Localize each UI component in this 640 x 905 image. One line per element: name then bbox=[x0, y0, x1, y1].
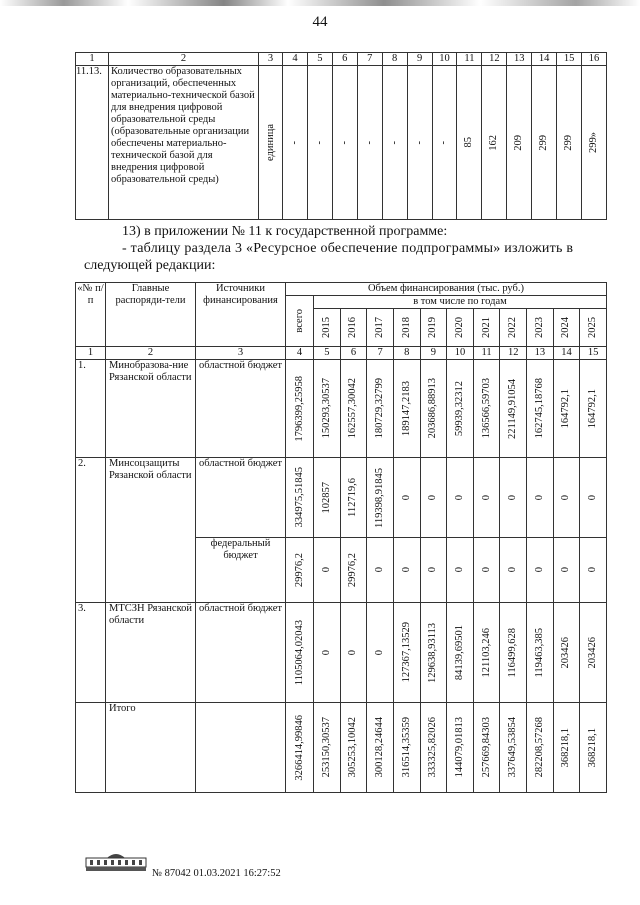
year-header: 2024 bbox=[560, 317, 572, 338]
funding-value-cell bbox=[447, 360, 474, 458]
indicator-value-cell bbox=[357, 66, 382, 220]
funding-value-cell bbox=[553, 458, 580, 538]
indicator-value: 85 bbox=[463, 137, 475, 148]
year-header: 2016 bbox=[347, 317, 359, 338]
funding-value: 0 bbox=[347, 649, 359, 656]
funding-value: 1105064,02043 bbox=[293, 619, 305, 686]
indicator-value: - bbox=[363, 140, 375, 145]
table-row bbox=[76, 360, 607, 458]
funding-source: федеральный бюджет bbox=[196, 538, 286, 603]
funding-value: 334975,51845 bbox=[293, 467, 305, 528]
col-num-header: «№ п/п bbox=[76, 283, 106, 347]
indicator-value: - bbox=[438, 140, 450, 145]
funding-value-cell bbox=[340, 603, 367, 703]
registration-stamp: № 87042 01.03.2021 16:27:52 bbox=[152, 868, 281, 879]
funding-value: 0 bbox=[587, 494, 599, 501]
column-number: 9 bbox=[420, 347, 447, 360]
year-header-cell bbox=[447, 309, 474, 347]
year-header-cell bbox=[527, 309, 554, 347]
column-number: 14 bbox=[553, 347, 580, 360]
column-number: 8 bbox=[382, 53, 407, 66]
funding-value-cell bbox=[286, 458, 314, 538]
funding-value: 316514,35359 bbox=[400, 717, 412, 778]
row-number: 1. bbox=[76, 360, 106, 458]
funding-value: 0 bbox=[533, 494, 545, 501]
paragraph-table-intro: - таблицу раздела 3 «Ресурсное обеспечение подпрограммы» изложить в bbox=[122, 241, 574, 256]
funding-value-cell bbox=[393, 538, 420, 603]
funding-value: 164792,1 bbox=[587, 388, 599, 429]
column-number: 6 bbox=[332, 53, 357, 66]
indicator-value: 299 bbox=[538, 134, 550, 151]
funding-value: 59939,32312 bbox=[453, 380, 465, 437]
funding-value-cell bbox=[393, 703, 420, 793]
funding-value: 300128,24644 bbox=[374, 717, 386, 778]
column-number-row bbox=[76, 347, 607, 360]
funding-value-cell bbox=[367, 458, 394, 538]
column-number: 10 bbox=[447, 347, 474, 360]
column-number: 7 bbox=[357, 53, 382, 66]
column-number: 13 bbox=[527, 347, 554, 360]
funding-value-cell bbox=[286, 538, 314, 603]
indicator-value: - bbox=[388, 140, 400, 145]
indicator-value-cell bbox=[482, 66, 507, 220]
indicator-value: - bbox=[288, 140, 300, 145]
indicator-value-cell bbox=[582, 66, 607, 220]
column-number: 1 bbox=[76, 53, 109, 66]
funding-value-cell bbox=[314, 703, 341, 793]
funding-value: 333325,82026 bbox=[427, 717, 439, 778]
funding-value: 164792,1 bbox=[560, 388, 572, 429]
funding-value-cell bbox=[420, 703, 447, 793]
column-number: 13 bbox=[507, 53, 532, 66]
indicator-value-cell bbox=[507, 66, 532, 220]
funding-value: 253150,30537 bbox=[320, 717, 332, 778]
funding-value: 129638,93113 bbox=[427, 622, 439, 683]
indicator-value: 299 bbox=[563, 134, 575, 151]
column-number: 11 bbox=[457, 53, 482, 66]
funding-value: 116499,628 bbox=[507, 627, 519, 678]
column-number: 6 bbox=[340, 347, 367, 360]
funding-value: 0 bbox=[320, 567, 332, 573]
funding-source: областной бюджет bbox=[196, 603, 286, 703]
funding-value: 203686,88913 bbox=[427, 378, 439, 439]
funding-value: 0 bbox=[480, 494, 492, 501]
page-number: 44 bbox=[312, 14, 328, 30]
funding-value-cell bbox=[367, 703, 394, 793]
funding-value-cell bbox=[527, 603, 554, 703]
year-header-cell bbox=[393, 309, 420, 347]
indicator-value-cell bbox=[283, 66, 308, 220]
funding-value: 150293,30537 bbox=[320, 378, 332, 439]
funding-value-cell bbox=[473, 703, 500, 793]
funding-value: 29976,2 bbox=[293, 552, 305, 588]
funding-value-cell bbox=[580, 458, 607, 538]
funding-value: 144079,01813 bbox=[453, 717, 465, 778]
column-number: 10 bbox=[432, 53, 457, 66]
year-header-cell bbox=[340, 309, 367, 347]
funding-value: 119463,385 bbox=[533, 627, 545, 678]
funding-value-cell bbox=[527, 360, 554, 458]
funding-value-cell bbox=[447, 703, 474, 793]
column-number: 5 bbox=[314, 347, 341, 360]
column-number: 4 bbox=[283, 53, 308, 66]
column-number: 14 bbox=[532, 53, 557, 66]
table-row bbox=[76, 603, 607, 703]
funding-value-cell bbox=[500, 703, 527, 793]
funding-value: 127367,13529 bbox=[400, 622, 412, 683]
header-row bbox=[76, 53, 607, 66]
year-header: 2022 bbox=[507, 317, 519, 338]
total-header-cell bbox=[286, 296, 314, 347]
year-header: 2020 bbox=[453, 317, 465, 338]
year-header-cell bbox=[314, 309, 341, 347]
funding-value-cell bbox=[500, 360, 527, 458]
year-header-cell bbox=[553, 309, 580, 347]
paragraph-13: 13) в приложении № 11 к государственной программе: bbox=[122, 224, 448, 239]
indicator-value-cell bbox=[307, 66, 332, 220]
year-header-cell bbox=[473, 309, 500, 347]
funding-value-cell bbox=[314, 458, 341, 538]
funding-value-cell bbox=[393, 603, 420, 703]
funding-value-cell bbox=[500, 458, 527, 538]
column-number: 7 bbox=[367, 347, 394, 360]
by-years-header: в том числе по годам bbox=[314, 296, 607, 309]
indicator-table bbox=[75, 52, 607, 220]
manager: МТСЗН Рязанской области bbox=[106, 603, 196, 703]
indicator-name: Количество образовательных организаций, обеспеченных материально-технической базой для внедрения цифровой образовательной среды (образовательные организации обеспечены материально-технической базой для внедрения цифровой образовательной среды) bbox=[109, 66, 259, 220]
volume-header: Объем финансирования (тыс. руб.) bbox=[286, 283, 607, 296]
funding-value-cell bbox=[420, 603, 447, 703]
funding-value-cell bbox=[473, 360, 500, 458]
funding-value-cell bbox=[553, 360, 580, 458]
funding-value: 189147,2183 bbox=[400, 380, 412, 437]
indicator-value: - bbox=[413, 140, 425, 145]
funding-value: 0 bbox=[560, 567, 572, 573]
indicator-value-cell bbox=[457, 66, 482, 220]
funding-value-cell bbox=[553, 603, 580, 703]
year-header-cell bbox=[420, 309, 447, 347]
funding-value: 0 bbox=[374, 649, 386, 656]
funding-value: 84139,69501 bbox=[453, 624, 465, 681]
funding-value: 0 bbox=[587, 567, 599, 573]
funding-value: 136566,59703 bbox=[480, 378, 492, 439]
indicator-value-cell bbox=[407, 66, 432, 220]
funding-value: 112719,6 bbox=[347, 478, 359, 517]
row-number: 2. bbox=[76, 458, 106, 603]
registry-stamp-logo bbox=[85, 850, 147, 872]
indicator-value: 299» bbox=[588, 132, 600, 153]
column-number: 5 bbox=[307, 53, 332, 66]
scan-edge bbox=[0, 0, 640, 6]
funding-value-cell bbox=[500, 538, 527, 603]
unit: единица bbox=[264, 123, 276, 161]
funding-source bbox=[196, 703, 286, 793]
year-header-cell bbox=[500, 309, 527, 347]
year-header: 2019 bbox=[427, 317, 439, 338]
column-number: 1 bbox=[76, 347, 106, 360]
indicator-value-cell bbox=[557, 66, 582, 220]
funding-value: 1796399,25958 bbox=[293, 375, 305, 442]
funding-value: 221149,91054 bbox=[507, 378, 519, 439]
year-header-cell bbox=[367, 309, 394, 347]
indicator-value: - bbox=[338, 140, 350, 145]
funding-value: 162745,18768 bbox=[533, 378, 545, 439]
funding-value: 368218,1 bbox=[560, 727, 572, 768]
funding-value-cell bbox=[473, 603, 500, 703]
indicator-value-cell bbox=[432, 66, 457, 220]
funding-value-cell bbox=[340, 703, 367, 793]
manager: Минобразова-ние Рязанской области bbox=[106, 360, 196, 458]
indicator-value: - bbox=[313, 140, 325, 145]
paragraph-edition: следующей редакции: bbox=[84, 258, 216, 273]
table-row bbox=[76, 458, 607, 538]
column-number: 15 bbox=[557, 53, 582, 66]
funding-value-cell bbox=[473, 458, 500, 538]
funding-value: 305253,10042 bbox=[347, 717, 359, 778]
funding-value-cell bbox=[286, 603, 314, 703]
year-header: 2018 bbox=[400, 317, 412, 338]
funding-value: 368218,1 bbox=[587, 727, 599, 768]
row-number: 3. bbox=[76, 603, 106, 703]
funding-value: 0 bbox=[507, 494, 519, 501]
funding-value-cell bbox=[553, 538, 580, 603]
year-header: 2021 bbox=[480, 317, 492, 338]
funding-value: 282208,57268 bbox=[533, 717, 545, 778]
funding-value-cell bbox=[420, 538, 447, 603]
column-number: 8 bbox=[393, 347, 420, 360]
funding-value: 0 bbox=[507, 567, 519, 573]
funding-value-cell bbox=[340, 538, 367, 603]
row-number: 11.13. bbox=[76, 66, 109, 220]
funding-value-cell bbox=[473, 538, 500, 603]
column-number: 4 bbox=[286, 347, 314, 360]
funding-value: 0 bbox=[427, 567, 439, 573]
funding-value: 337649,53854 bbox=[507, 717, 519, 778]
funding-value-cell bbox=[580, 538, 607, 603]
year-header: 2025 bbox=[587, 317, 599, 338]
funding-value: 0 bbox=[533, 567, 545, 573]
column-number: 12 bbox=[482, 53, 507, 66]
funding-value: 119398,91845 bbox=[374, 467, 386, 528]
table-row bbox=[76, 66, 607, 220]
funding-value-cell bbox=[580, 603, 607, 703]
funding-value-cell bbox=[393, 360, 420, 458]
manager: Минсоцзащиты Рязанской области bbox=[106, 458, 196, 603]
funding-source: областной бюджет bbox=[196, 360, 286, 458]
funding-value-cell bbox=[367, 603, 394, 703]
total-header: всего bbox=[293, 309, 305, 333]
column-number: 11 bbox=[473, 347, 500, 360]
column-number: 3 bbox=[196, 347, 286, 360]
year-header: 2015 bbox=[320, 317, 332, 338]
column-number: 2 bbox=[109, 53, 259, 66]
funding-value: 0 bbox=[400, 567, 412, 573]
row-number bbox=[76, 703, 106, 793]
funding-value-cell bbox=[527, 538, 554, 603]
funding-value: 162557,30042 bbox=[347, 378, 359, 439]
indicator-value-cell bbox=[382, 66, 407, 220]
column-number: 2 bbox=[106, 347, 196, 360]
funding-value: 0 bbox=[400, 494, 412, 501]
funding-value-cell bbox=[314, 538, 341, 603]
column-number: 3 bbox=[259, 53, 283, 66]
funding-value-cell bbox=[447, 458, 474, 538]
funding-value: 121103,246 bbox=[480, 627, 492, 678]
funding-value-cell bbox=[527, 458, 554, 538]
funding-value-cell bbox=[553, 703, 580, 793]
col-sources-header: Источники финансирования bbox=[196, 283, 286, 347]
funding-value: 0 bbox=[374, 567, 386, 573]
unit-cell bbox=[259, 66, 283, 220]
funding-value: 203426 bbox=[560, 636, 572, 669]
funding-value-cell bbox=[340, 360, 367, 458]
table-row bbox=[76, 703, 607, 793]
column-number: 15 bbox=[580, 347, 607, 360]
funding-value-cell bbox=[420, 458, 447, 538]
funding-value: 257669,84303 bbox=[480, 717, 492, 778]
funding-value-cell bbox=[527, 703, 554, 793]
funding-value-cell bbox=[447, 538, 474, 603]
manager: Итого bbox=[106, 703, 196, 793]
column-number: 16 bbox=[582, 53, 607, 66]
funding-value-cell bbox=[420, 360, 447, 458]
funding-value: 29976,2 bbox=[347, 552, 359, 588]
column-number: 9 bbox=[407, 53, 432, 66]
indicator-value-cell bbox=[332, 66, 357, 220]
funding-value: 203426 bbox=[587, 636, 599, 669]
funding-value: 102857 bbox=[320, 481, 332, 514]
funding-value: 0 bbox=[453, 567, 465, 573]
funding-value-cell bbox=[286, 703, 314, 793]
indicator-value-cell bbox=[532, 66, 557, 220]
year-header-cell bbox=[580, 309, 607, 347]
col-managers-header: Главные распоряди-тели bbox=[106, 283, 196, 347]
funding-table bbox=[75, 282, 607, 793]
year-header: 2023 bbox=[533, 317, 545, 338]
funding-value: 180729,32799 bbox=[374, 378, 386, 439]
funding-value-cell bbox=[580, 360, 607, 458]
indicator-value: 162 bbox=[488, 134, 500, 151]
funding-value-cell bbox=[580, 703, 607, 793]
funding-value: 0 bbox=[560, 494, 572, 501]
column-number: 12 bbox=[500, 347, 527, 360]
funding-source: областной бюджет bbox=[196, 458, 286, 538]
funding-value: 0 bbox=[453, 494, 465, 501]
funding-value-cell bbox=[314, 603, 341, 703]
funding-value-cell bbox=[314, 360, 341, 458]
funding-value-cell bbox=[500, 603, 527, 703]
funding-value-cell bbox=[367, 360, 394, 458]
funding-value: 3266414,99846 bbox=[293, 714, 305, 781]
indicator-value: 209 bbox=[513, 134, 525, 151]
funding-value-cell bbox=[367, 538, 394, 603]
funding-value-cell bbox=[286, 360, 314, 458]
funding-value: 0 bbox=[320, 649, 332, 656]
year-header: 2017 bbox=[374, 317, 386, 338]
funding-value-cell bbox=[447, 603, 474, 703]
funding-value-cell bbox=[393, 458, 420, 538]
funding-value-cell bbox=[340, 458, 367, 538]
funding-value: 0 bbox=[427, 494, 439, 501]
funding-value: 0 bbox=[480, 567, 492, 573]
